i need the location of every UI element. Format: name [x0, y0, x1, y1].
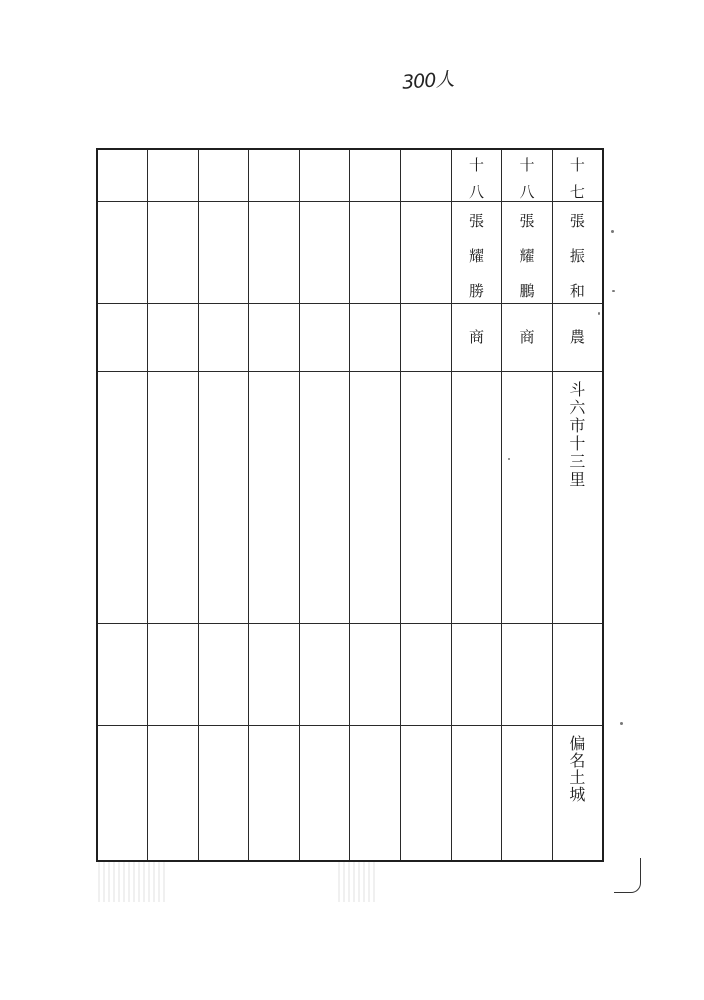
- vertical-text: [553, 304, 602, 345]
- vertical-text: [300, 304, 350, 330]
- register-cell-occupation: [350, 303, 401, 371]
- register-char: 偏: [569, 733, 586, 753]
- register-cell-address: [552, 371, 603, 623]
- scan-speck: [620, 722, 623, 725]
- register-char: 商: [468, 327, 484, 346]
- vertical-text: [553, 202, 602, 299]
- register-char: 六: [569, 397, 586, 417]
- vertical-text: [249, 304, 299, 330]
- vertical-text: [148, 150, 198, 158]
- register-char: 農: [569, 327, 585, 346]
- vertical-text: [249, 202, 299, 214]
- register-char: 十: [468, 156, 484, 174]
- register-char: 振: [569, 246, 585, 265]
- register-row-name: [97, 201, 603, 303]
- register-cell-address: [451, 371, 502, 623]
- register-cell-name: [401, 201, 452, 303]
- vertical-text: [401, 150, 451, 158]
- register-cell-name: [198, 201, 249, 303]
- register-char: 三: [569, 451, 586, 471]
- vertical-text: [350, 372, 400, 382]
- register-cell-number: [350, 149, 401, 201]
- register-cell-occupation: [249, 303, 300, 371]
- register-cell-blank: [502, 623, 553, 725]
- vertical-text: [300, 372, 350, 382]
- register-cell-blank: [451, 623, 502, 725]
- register-cell-remark: [249, 725, 300, 861]
- register-cell-address: [198, 371, 249, 623]
- vertical-text: [148, 202, 198, 214]
- register-cell-blank: [198, 623, 249, 725]
- register-char: 土: [569, 767, 586, 787]
- vertical-text: [401, 726, 451, 736]
- register-cell-blank: [401, 623, 452, 725]
- register-row-address: [97, 371, 603, 623]
- register-row-number: [97, 149, 603, 201]
- vertical-text: [300, 726, 350, 736]
- register-cell-blank: [249, 623, 300, 725]
- register-cell-remark: [198, 725, 249, 861]
- register-row-blank: [97, 623, 603, 725]
- register-cell-occupation: [299, 303, 350, 371]
- register-cell-occupation: [198, 303, 249, 371]
- register-cell-remark: [350, 725, 401, 861]
- register-char: 耀: [519, 246, 535, 265]
- vertical-text: [452, 372, 502, 382]
- vertical-text: [452, 150, 502, 200]
- register-cell-name: [552, 201, 603, 303]
- register-char: 鵬: [519, 281, 535, 300]
- vertical-text: [98, 202, 147, 214]
- register-char: 張: [519, 211, 535, 230]
- vertical-text: [350, 304, 400, 330]
- vertical-text: [148, 726, 198, 736]
- register-cell-remark: [401, 725, 452, 861]
- register-cell-remark: [502, 725, 553, 861]
- register-cell-number: [401, 149, 452, 201]
- register-row-remark: [97, 725, 603, 861]
- register-cell-number: [97, 149, 148, 201]
- vertical-text: [502, 150, 552, 200]
- vertical-text: [350, 202, 400, 214]
- vertical-text: [148, 372, 198, 382]
- register-char: 十: [519, 156, 535, 174]
- vertical-text: [553, 726, 602, 803]
- register-char: 八: [468, 183, 484, 201]
- vertical-text: [199, 304, 249, 330]
- vertical-text: [401, 372, 451, 382]
- register-char: 十: [569, 433, 586, 453]
- register-cell-blank: [299, 623, 350, 725]
- vertical-text: [502, 726, 552, 736]
- register-table: [96, 148, 604, 862]
- register-char: 商: [519, 327, 535, 346]
- register-char: 耀: [468, 246, 484, 265]
- scan-speck: [612, 290, 615, 292]
- register-cell-number: [249, 149, 300, 201]
- register-char: 十: [569, 156, 585, 174]
- vertical-text: [502, 372, 552, 382]
- register-cell-remark: [552, 725, 603, 861]
- register-cell-remark: [451, 725, 502, 861]
- register-cell-address: [97, 371, 148, 623]
- scan-speck: [611, 230, 614, 233]
- handwritten-annotation: 300人: [401, 68, 455, 94]
- scan-speck: [508, 458, 510, 460]
- register-cell-number: [451, 149, 502, 201]
- register-cell-occupation: [401, 303, 452, 371]
- register-char: 里: [569, 469, 586, 489]
- vertical-text: [98, 304, 147, 330]
- register-char: 勝: [468, 281, 484, 300]
- register-char: 張: [569, 211, 585, 230]
- vertical-text: [98, 150, 147, 158]
- corner-mark: [614, 858, 641, 893]
- vertical-text: [199, 726, 249, 736]
- register-row-occupation: [97, 303, 603, 371]
- vertical-text: [452, 202, 502, 299]
- register-cell-address: [502, 371, 553, 623]
- register-char: 市: [569, 415, 586, 435]
- register-cell-occupation: [502, 303, 553, 371]
- vertical-text: [401, 304, 451, 330]
- vertical-text: [350, 150, 400, 158]
- register-cell-number: [502, 149, 553, 201]
- vertical-text: [148, 304, 198, 330]
- register-cell-name: [148, 201, 199, 303]
- register-cell-name: [502, 201, 553, 303]
- vertical-text: [452, 304, 502, 345]
- scan-noise: [98, 862, 168, 902]
- register-cell-address: [148, 371, 199, 623]
- register-char: 七: [569, 183, 585, 201]
- register-char: 名: [569, 750, 586, 770]
- register-cell-blank: [552, 623, 603, 725]
- vertical-text: [502, 202, 552, 299]
- register-cell-remark: [299, 725, 350, 861]
- vertical-text: [249, 150, 299, 158]
- register-cell-remark: [97, 725, 148, 861]
- vertical-text: [350, 726, 400, 736]
- vertical-text: [249, 372, 299, 382]
- register-cell-blank: [148, 623, 199, 725]
- register-cell-occupation: [552, 303, 603, 371]
- register-cell-address: [401, 371, 452, 623]
- register-cell-remark: [148, 725, 199, 861]
- vertical-text: [249, 726, 299, 736]
- scan-speck: [598, 312, 600, 315]
- register-cell-blank: [97, 623, 148, 725]
- register-cell-occupation: [97, 303, 148, 371]
- scan-noise: [338, 862, 378, 902]
- register-cell-name: [350, 201, 401, 303]
- register-char: 斗: [569, 379, 586, 399]
- vertical-text: [199, 202, 249, 214]
- register-cell-address: [249, 371, 300, 623]
- register-cell-number: [299, 149, 350, 201]
- register-cell-occupation: [148, 303, 199, 371]
- register-cell-number: [552, 149, 603, 201]
- vertical-text: [300, 202, 350, 214]
- vertical-text: [199, 150, 249, 158]
- vertical-text: [199, 372, 249, 382]
- register-cell-name: [97, 201, 148, 303]
- register-cell-blank: [350, 623, 401, 725]
- vertical-text: [98, 726, 147, 736]
- register-char: 和: [569, 281, 585, 300]
- vertical-text: [502, 304, 552, 345]
- register-cell-name: [299, 201, 350, 303]
- register-char: 八: [519, 183, 535, 201]
- vertical-text: [553, 150, 602, 200]
- register-char: 張: [468, 211, 484, 230]
- vertical-text: [452, 726, 502, 736]
- register-cell-name: [451, 201, 502, 303]
- vertical-text: [98, 372, 147, 382]
- vertical-text: [553, 372, 602, 488]
- vertical-text: [401, 202, 451, 214]
- register-cell-number: [148, 149, 199, 201]
- register-char: 城: [569, 784, 586, 804]
- vertical-text: [300, 150, 350, 158]
- register-cell-address: [299, 371, 350, 623]
- register-cell-occupation: [451, 303, 502, 371]
- register-cell-address: [350, 371, 401, 623]
- register-cell-number: [198, 149, 249, 201]
- register-cell-name: [249, 201, 300, 303]
